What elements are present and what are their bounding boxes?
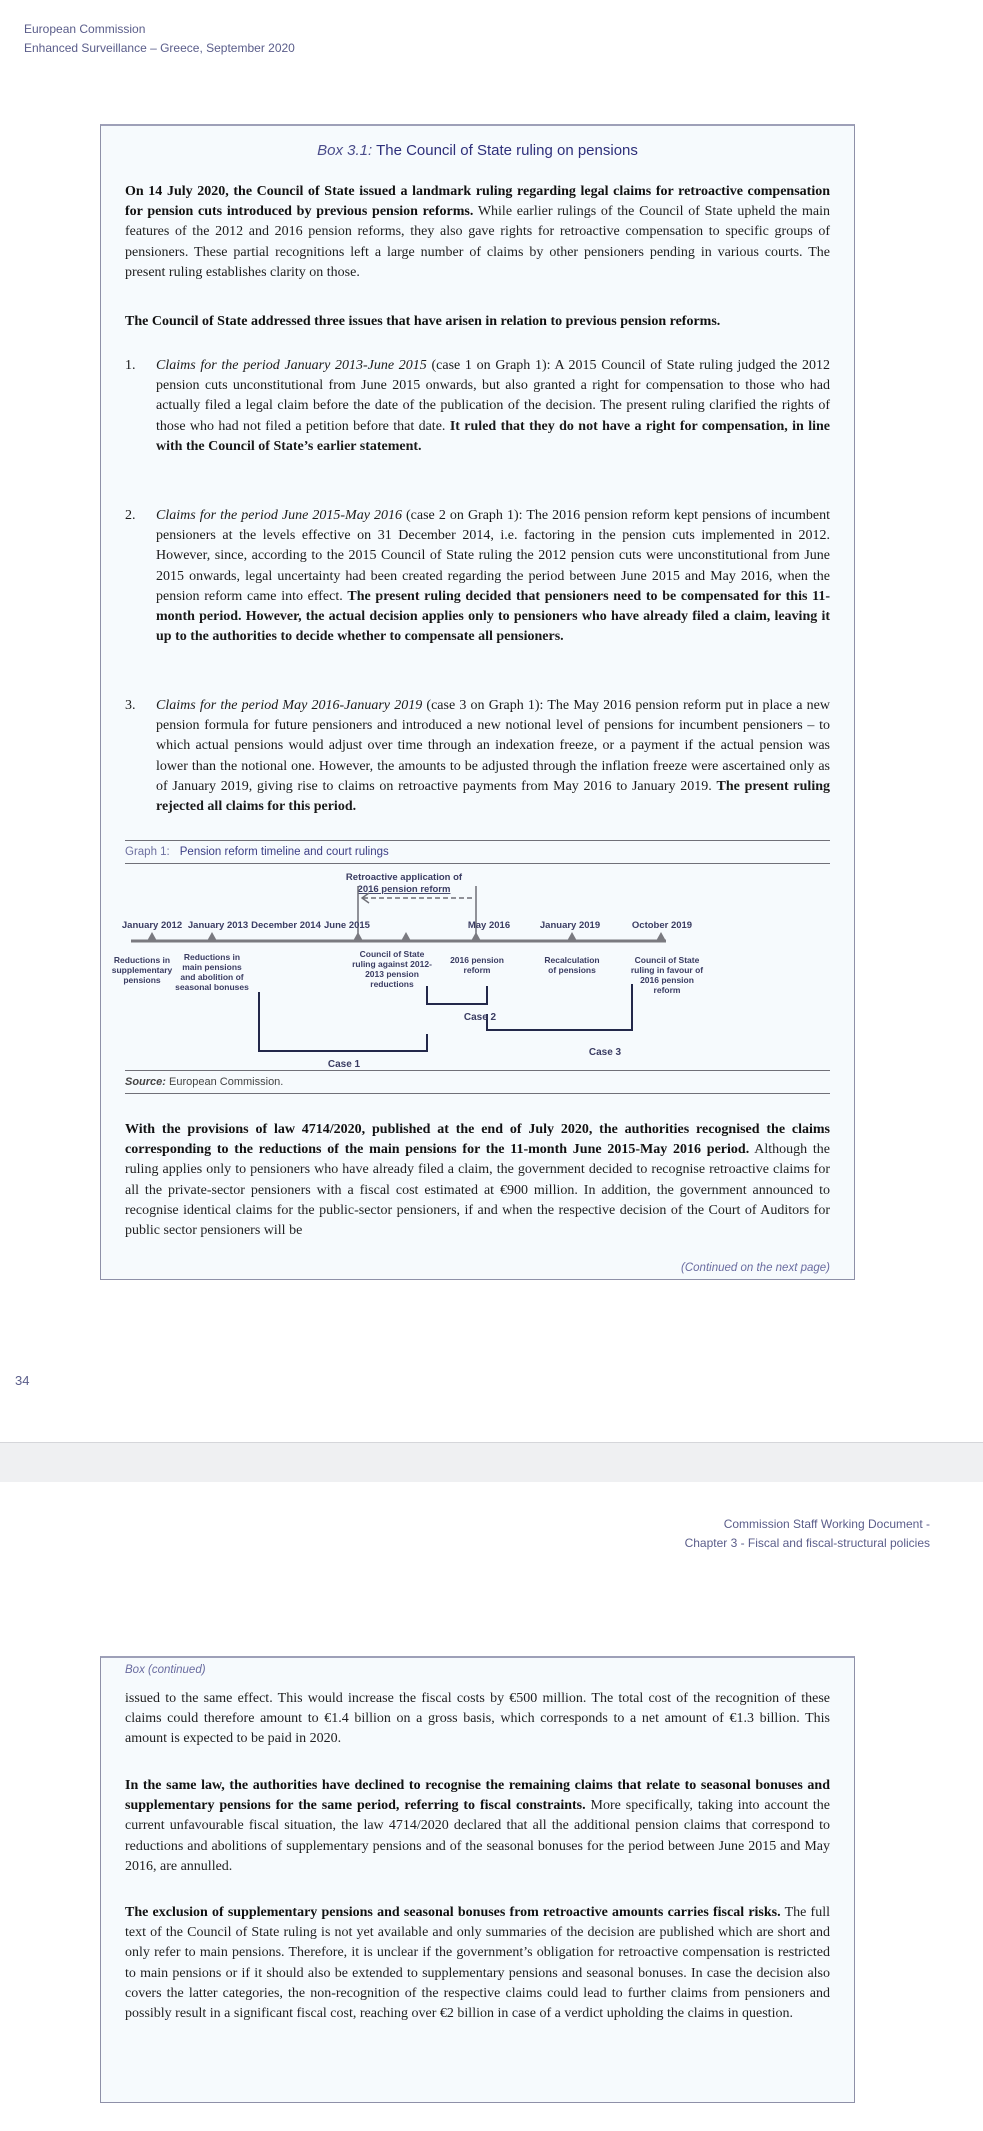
- page-number: 34: [15, 1373, 30, 1388]
- item-period: Claims for the period June 2015-May 2016: [156, 508, 402, 523]
- fiscal-risk-paragraph: [125, 1903, 830, 2024]
- header-doc-type: Commission Staff Working Document -: [723, 1517, 930, 1531]
- case-3-label: Case 3: [588, 1047, 622, 1058]
- seasonal-bonus-paragraph: [125, 1776, 830, 1877]
- event-text: Reductions in: [113, 955, 171, 965]
- box-continued: [100, 1656, 855, 2103]
- date-label: January 2013: [187, 920, 249, 931]
- running-header-right: [685, 1515, 930, 1553]
- running-header: [24, 20, 295, 58]
- graph-source: [125, 1076, 283, 1088]
- box-3-1: [100, 124, 855, 1280]
- date-label: June 2015: [324, 920, 370, 931]
- issues-heading-text: The Council of State addressed three issues that have arisen in relation to previous pension reforms.: [125, 314, 721, 329]
- event-text: supplementary: [111, 965, 173, 975]
- item-text: (case 3 on Graph 1): The May 2016 pension reform put in place a new pension formula for future pensioners and introduced a new notional level of pensions for incumbent pensioners – to which actual pensions would adjust over time through an indexation freeze, or a payment if the actual pension was lower than the notional one. However, the amounts to be adjusted through the inflation freeze were ascertained only as of January 2019, giving rise to claims on retroactive payments from May 2016 to January 2019.: [156, 698, 830, 794]
- item-period: Claims for the period May 2016-January 2019: [156, 698, 423, 713]
- event-text: Reductions in: [183, 952, 241, 962]
- retro-label-1: Retroactive application of: [345, 872, 463, 883]
- event-text: main pensions: [182, 962, 242, 972]
- graph-bottom-rule: [125, 1070, 830, 1071]
- case-1-label: Case 1: [327, 1059, 361, 1070]
- source-text: European Commission.: [165, 1076, 284, 1088]
- date-label: May 2016: [467, 920, 511, 931]
- case-3-bracket: [487, 984, 632, 1030]
- page-separator: [0, 1442, 983, 1482]
- event-text: reform: [463, 965, 491, 975]
- event-text: Recalculation: [544, 955, 600, 965]
- event-text: 2016 pension: [640, 975, 694, 985]
- law-paragraph: [125, 1120, 830, 1241]
- item-text: (case 2 on Graph 1): The 2016 pension reform kept pensions of incumbent pensioners at the levels effective on 31 December 2014, i.e. factoring in the pension cuts implemented in 2012. However, since, according to the 2015 Council of State ruling the 2012 pension cuts were unconstitutional from June 2015 onwards, legal uncertainty had been created regarding the period between June 2015 and May 2016, when the pension reform came into effect.: [156, 508, 830, 604]
- graph-source-rule: [125, 1093, 830, 1094]
- event-text: reductions: [370, 979, 414, 989]
- date-label: December 2014: [251, 920, 321, 931]
- graph-title-text: Pension reform timeline and court rulings: [179, 846, 389, 858]
- timeline-events: [112, 949, 704, 995]
- para-rest: More specifically, taking into account the current unfavourable fiscal situation, the law 4714/2020 declared that all the additional pension claims that correspond to reductions and abolitions of supplementary pensions and of the seasonal bonuses for the period between June 2015 and May 2016, are annulled.: [125, 1798, 830, 1874]
- box-continued-label: Box (continued): [125, 1664, 206, 1676]
- date-label: January 2012: [121, 920, 183, 931]
- event-text: Council of State: [359, 949, 425, 959]
- header-doc-title: Enhanced Surveillance – Greece, September 2020: [24, 41, 295, 55]
- retro-label-2: 2016 pension reform: [357, 884, 451, 895]
- para-rest: The full text of the Council of State ruling is not yet available and only summaries of the decision are published which are short and only refer to main pensions. Therefore, it is unclear if the government’s obligation for retroactive compensation is restricted to main pensions or if it should also be extended to supplementary pensions and seasonal bonuses. In case the decision also covers the latter categories, the non-recognition of the respective claims could lead to further claims from pensioners and possibly result in a significant fiscal cost, reaching over €2 billion in case of a verdict upholding the claims in question.: [125, 1905, 830, 2022]
- event-text: 2016 pension: [450, 955, 504, 965]
- header-chapter: Chapter 3 - Fiscal and fiscal-structural policies: [684, 1536, 930, 1550]
- case-1-bracket: [259, 992, 427, 1051]
- event-text: reform: [653, 985, 681, 995]
- event-text: ruling against 2012-: [352, 959, 432, 969]
- event-text: 2013 pension: [365, 969, 419, 979]
- date-label: January 2019: [539, 920, 601, 931]
- list-number: 2.: [125, 508, 136, 523]
- case-2-label: Case 2: [463, 1012, 497, 1023]
- list-number: 1.: [125, 358, 136, 373]
- event-text: seasonal bonuses: [175, 982, 249, 992]
- case-labels: [328, 1012, 622, 1070]
- timeline-dates: [122, 920, 692, 931]
- item-conclusion: The present ruling decided that pensioners need to be compensated for this 11-month period. However, the actual decision applies only to pensioners who have already filed a claim, leaving it up to the authorities to decide whether to compensate all pensioners.: [156, 588, 830, 645]
- item-conclusion: The present ruling rejected all claims for this period.: [156, 778, 830, 815]
- event-text: and abolition of: [180, 972, 244, 982]
- case-brackets: [259, 984, 632, 1051]
- box-number: Box 3.1:: [317, 142, 373, 159]
- law-bold: With the provisions of law 4714/2020, published at the end of July 2020, the authorities recognised the claims corresponding to the reductions of the main pensions for the 11-month June 2015-May 2016 period.: [125, 1122, 830, 1158]
- timeline-diagram: [101, 126, 856, 1086]
- box-title-text: The Council of State ruling on pensions: [376, 142, 638, 159]
- para-bold: The exclusion of supplementary pensions and seasonal bonuses from retroactive amounts carries fiscal risks.: [125, 1905, 781, 1920]
- continued-note: (Continued on the next page): [681, 1262, 830, 1274]
- intro-bold: On 14 July 2020, the Council of State issued a landmark ruling regarding legal claims for retroactive compensation for pension cuts introduced by previous pension reforms.: [125, 184, 830, 220]
- source-label: Source:: [125, 1076, 166, 1088]
- event-text: ruling in favour of: [630, 965, 704, 975]
- case-2-bracket: [427, 986, 487, 1004]
- law-rest: Although the ruling applies only to pensioners who have already filed a claim, the government decided to recognise retroactive claims for all the private-sector pensioners with a fiscal cost estimated at €900 million. In addition, the government announced to recognise identical claims for the public-sector pensioners, if and when the respective decision of the Court of Auditors for public sector pensioners will be: [125, 1142, 830, 1239]
- item-conclusion: It ruled that they do not have a right for compensation, in line with the Council of State’s earlier statement.: [156, 418, 830, 454]
- graph-label: Graph 1:: [125, 846, 170, 858]
- event-text: Council of State: [634, 955, 700, 965]
- para-bold: In the same law, the authorities have declined to recognise the remaining claims that relate to seasonal bonuses and supplementary pensions for the same period, referring to fiscal constraints.: [125, 1778, 830, 1814]
- continued-paragraph: issued to the same effect. This would increase the fiscal costs by €500 million. The total cost of the recognition of these claims could therefore amount to €1.4 billion on a gross basis, which corresponds to a net amount of €1.3 billion. This amount is expected to be paid in 2020.: [125, 1691, 830, 1747]
- header-org: European Commission: [24, 22, 146, 36]
- date-label: October 2019: [631, 920, 693, 931]
- item-text: (case 1 on Graph 1): A 2015 Council of State ruling judged the 2012 pension cuts unconstitutional from June 2015 onwards, but also granted a right for compensation to those who had actually filed a legal claim before the date of the publication of the decision. The present ruling clarified the rights of those who had not filed a petition before that date.: [156, 358, 830, 434]
- item-period: Claims for the period January 2013-June 2015: [156, 358, 427, 373]
- intro-rest: While earlier rulings of the Council of State upheld the main features of the 2012 and 2016 pension reforms, they also gave rights for retroactive compensation to specific groups of pensioners. These partial recognitions left a large number of claims by other pensioners pending in various courts. The present ruling establishes clarity on those.: [125, 204, 831, 280]
- event-text: of pensions: [548, 965, 596, 975]
- list-number: 3.: [125, 698, 136, 713]
- event-text: pensions: [123, 975, 161, 985]
